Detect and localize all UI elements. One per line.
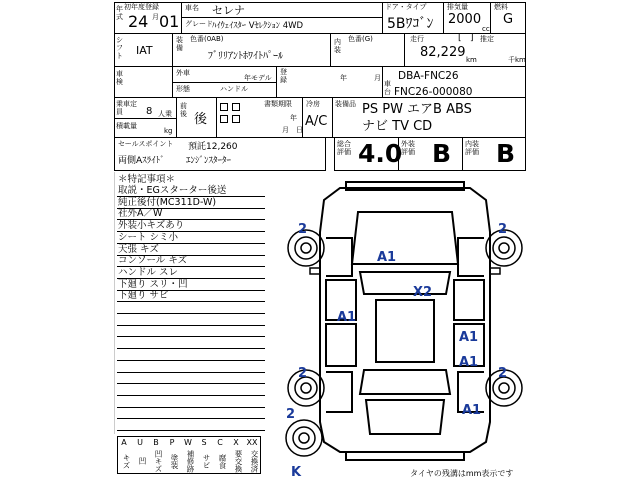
notes-rule <box>117 383 265 384</box>
seats-label: 乗車定員 <box>116 100 137 116</box>
score-divider-2 <box>462 137 463 171</box>
legend-letter: C <box>217 438 223 447</box>
note-item: 外装小キズあり <box>118 220 185 232</box>
damage-mark-9: 2 <box>498 366 508 381</box>
seatpos-label: 前後 <box>180 102 187 118</box>
tailgate <box>366 400 444 434</box>
mileage-unit: km <box>466 56 477 64</box>
checkbox-3 <box>220 115 228 123</box>
equipment-line-2: ナビ TV CD <box>362 119 433 134</box>
damage-mark-10: A1 <box>462 403 482 418</box>
bracket-close: ] <box>470 33 474 43</box>
legend-meaning: サビ <box>202 453 211 469</box>
seats-value: 8 <box>146 106 153 117</box>
mileage-label: 走行 <box>410 35 424 43</box>
interior-score-label: 内装評価 <box>465 140 479 156</box>
note-item: 社外A／W <box>118 208 163 220</box>
damage-mark-1: 2 <box>298 222 308 237</box>
notes-rule <box>117 313 265 314</box>
notes-rule <box>117 407 265 408</box>
door-type-value: 5Bﾜｺﾞﾝ <box>387 16 434 32</box>
legend-meaning: 塗装 <box>170 453 179 469</box>
displacement-value: 2000 <box>448 12 482 27</box>
damage-mark-5: A1 <box>337 310 357 325</box>
note-item: 取説・EGスターター後送 <box>118 185 227 196</box>
right-front-door <box>454 280 484 320</box>
shape-label: 形態 <box>176 85 190 93</box>
cc-label: cc <box>482 25 490 33</box>
left-rear-door <box>326 324 356 366</box>
right-front-fender <box>458 238 484 276</box>
rear-bumper <box>346 452 464 460</box>
right-mirror <box>490 268 500 274</box>
grade-value: ﾊｲｳｪｲｽﾀｰ Vｾﾚｸｼｮﾝ 4WD <box>212 21 304 31</box>
fuel-label: 燃料 <box>494 3 508 11</box>
period-month-label: 月 <box>282 126 289 134</box>
car-name-label: 車名 <box>185 4 199 12</box>
notes-rule <box>117 336 265 337</box>
notes-rule <box>117 360 265 361</box>
equipment-label: 装備品 <box>335 100 356 108</box>
recycle-value: 預託12,260 <box>188 142 238 152</box>
notes-rule <box>117 430 265 431</box>
legend-letter: XX <box>246 438 258 447</box>
legend-meaning: 凹キズ <box>154 449 163 473</box>
legend-letter: U <box>137 438 143 447</box>
chassis-value: FNC26-000080 <box>394 86 473 98</box>
legend-meaning: 腐食 <box>218 453 227 469</box>
exterior-score: B <box>432 139 452 168</box>
notes-rule <box>117 325 265 326</box>
legend-meaning: 補修跡 <box>186 449 195 473</box>
shape-divider <box>172 82 276 83</box>
seats-unit: 人乗 <box>158 110 172 118</box>
color-value: ﾌﾞﾘﾘｱﾝﾄﾎﾜｲﾄﾊﾟｰﾙ <box>208 51 283 62</box>
damage-mark-4: X2 <box>413 285 433 300</box>
spare-wheel <box>286 420 322 456</box>
rear-window <box>360 370 450 394</box>
reg-month-label: 月 <box>374 74 381 82</box>
equipment-divider <box>332 97 333 138</box>
interior-divider <box>330 33 331 67</box>
checkbox-1 <box>220 103 228 111</box>
load-unit: kg <box>164 127 173 135</box>
damage-mark-8: 2 <box>298 366 308 381</box>
notes-header: ＊特記事項＊ <box>118 174 176 185</box>
legend-letter: B <box>153 438 159 447</box>
registration-label: 登録 <box>280 68 287 84</box>
note-item: 下廻り スリ・凹 <box>118 278 188 290</box>
notes-rule <box>117 301 265 302</box>
mileage-divider <box>404 33 405 67</box>
notes-box-left <box>114 172 115 434</box>
load-divider <box>114 118 176 119</box>
month-value: 01 <box>159 12 180 31</box>
damage-mark-2: A1 <box>377 250 397 265</box>
handle-label: ハンドル <box>220 85 248 93</box>
year-value: 24 <box>128 12 149 31</box>
exterior-label: 外車 <box>176 69 190 77</box>
equip-divider <box>172 33 173 67</box>
ac-label: 冷房 <box>306 100 320 108</box>
seatpos-divider <box>176 97 177 138</box>
note-item: コンソール キズ <box>118 255 188 267</box>
hood <box>352 212 458 264</box>
damage-mark-11: 2 <box>286 407 296 422</box>
acbox-divider <box>302 97 303 138</box>
year-label: 年式 <box>116 5 123 21</box>
fuel-value: G <box>503 12 514 27</box>
checkbox-grid <box>216 97 256 138</box>
displacement-label: 排気量 <box>447 3 468 11</box>
car-diagram <box>280 172 530 477</box>
period-day-label: 日 <box>296 126 303 134</box>
left-rear-fender <box>326 372 352 412</box>
windshield <box>360 272 450 294</box>
door-type-label: ドア・タイプ <box>385 3 427 11</box>
score-divider-1 <box>398 137 399 171</box>
seatpos-value: 後 <box>194 112 208 127</box>
load-label: 積載量 <box>116 122 137 130</box>
checkbox-2 <box>232 103 240 111</box>
chassis-label: 車台 <box>384 80 391 96</box>
overall-label: 総合評価 <box>337 140 351 156</box>
mileage-value: 82,229 <box>420 45 466 60</box>
ac-value: A/C <box>305 114 328 129</box>
notes-rule <box>117 372 265 373</box>
left-front-fender <box>326 238 352 276</box>
inspection-label: 車検 <box>116 70 123 86</box>
legend-meaning: 凹 <box>138 457 147 465</box>
damage-mark-6: A1 <box>459 330 479 345</box>
interior-color-label: 色番(G) <box>348 35 373 43</box>
note-item: 純正後付(MC311D-W) <box>118 196 217 208</box>
color-label: 色番(0AB) <box>190 35 224 43</box>
model-year-label: 年モデル <box>244 74 272 82</box>
notes-rule <box>117 348 265 349</box>
legend-meaning: 交換済 <box>250 449 259 473</box>
roof <box>376 300 434 362</box>
legend-letter: P <box>169 438 175 447</box>
sales-point-line-2: 両側Aｽﾗｲﾄﾞ <box>118 156 165 166</box>
equip-label: 装備 <box>176 36 183 52</box>
reg-divider <box>276 66 277 98</box>
car-name-value: セレナ <box>212 4 245 17</box>
model-code-value: DBA-FNC26 <box>398 70 459 82</box>
legend-letter: S <box>201 438 207 447</box>
exterior-score-label: 外装評価 <box>401 140 415 156</box>
sales-point-label: セールスポイント <box>118 140 174 148</box>
notes-rule <box>117 418 265 419</box>
legend-meaning: キズ <box>122 453 131 469</box>
grade-label: グレード <box>185 20 213 28</box>
shift-value: IAT <box>136 44 153 57</box>
damage-mark-3: 2 <box>498 222 508 237</box>
interior-score: B <box>496 139 516 168</box>
month-label: 月 <box>152 13 159 21</box>
notes-rule <box>117 395 265 396</box>
legend-letter: A <box>121 438 127 447</box>
tire-note: タイヤの残溝はmm表示です <box>410 469 514 478</box>
note-item: ハンドル スレ <box>118 266 179 278</box>
interior-label: 内装 <box>334 38 341 54</box>
note-item: 天張 キズ <box>118 243 159 255</box>
damage-mark-12: K <box>291 465 302 480</box>
period-year-label: 年 <box>290 114 297 122</box>
equipment-line-1: PS PW エアB ABS <box>362 102 472 117</box>
estimate-label: 推定 <box>480 35 494 43</box>
sales-point-line-3: ｴﾝｼﾞﾝｽﾀｰﾀｰ <box>186 156 232 166</box>
legend-letter: W <box>184 438 192 447</box>
period-label: 書類期限 <box>264 100 292 108</box>
bracket-open: [ <box>458 33 462 43</box>
legend-meaning: 要交換 <box>234 449 243 473</box>
reg-year-label: 年 <box>340 74 347 82</box>
first-reg-label: 初年度登録 <box>124 3 159 11</box>
shift-label: シフト <box>116 36 123 60</box>
note-item: シート シミ小 <box>118 231 179 243</box>
overall-score: 4.0 <box>358 139 403 168</box>
checkbox-4 <box>232 115 240 123</box>
model-divider <box>382 66 383 98</box>
damage-mark-7: A1 <box>459 355 479 370</box>
thousand-km-label: 千km <box>508 56 526 64</box>
note-item: 下廻り サビ <box>118 290 169 302</box>
left-mirror <box>310 268 320 274</box>
grade-divider <box>182 17 382 18</box>
legend-letter: X <box>233 438 239 447</box>
